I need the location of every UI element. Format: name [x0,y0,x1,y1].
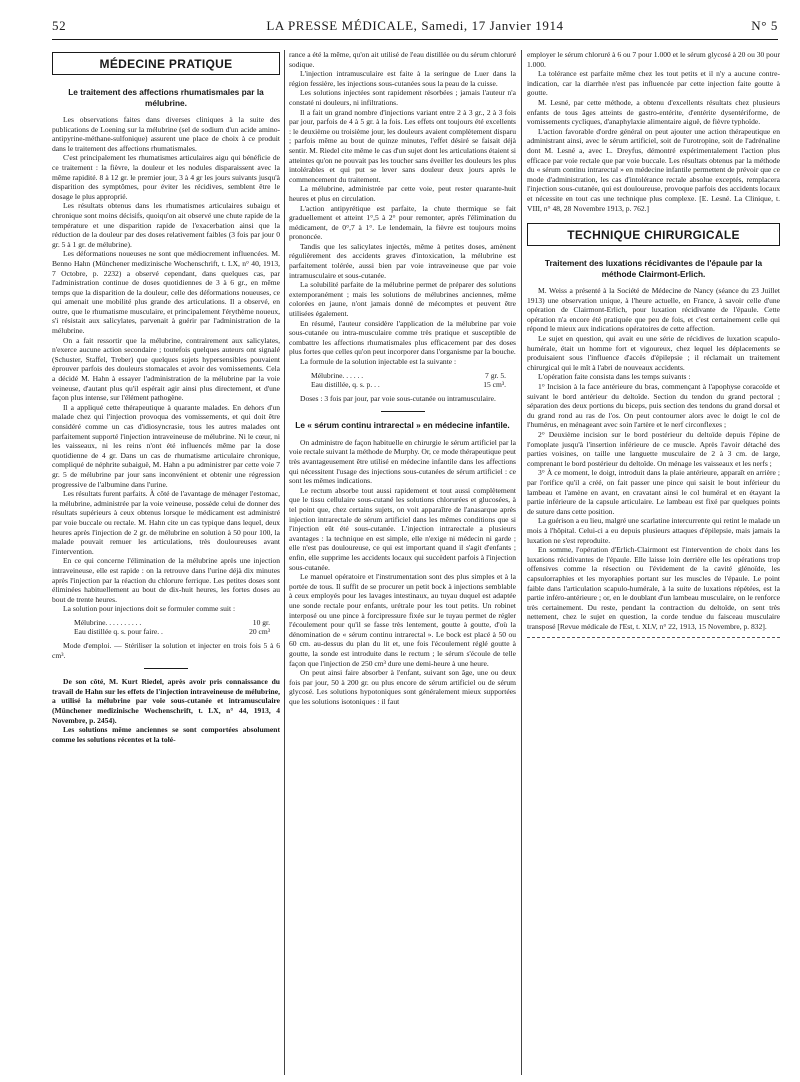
formula-row [52,618,280,628]
paragraph: Tandis que les salicylates injectés, même à petites doses, amènent régulièrement des accidents graves d'intoxication, la mélubrine est parfaitement tolérée, aussi bien par voie intraveineuse que par voie intramusculaire et sous-cutanée. [289,241,516,280]
paragraph: 1° Incision à la face antérieure du bras, commençant à l'apophyse coracoïde et suivant le bord antérieur du deltoïde. Section du tendon du grand pectoral ; séparation des deux portions du biceps, puis section des tendons du grand dorsal et du grand rond au ras de l'os. On peut contourner alors avec le doigt le col de l'humérus, en ménageant avec soin l'artère et le nerf circonflexes ; [527,382,780,430]
formula [289,371,516,390]
article-title: Le « sérum continu intrarectal » en médecine infantile. [295,420,510,431]
paragraph: Le manuel opératoire et l'instrumentation sont des plus simples et à la portée de tous. Il suffit de se procurer un petit bock à injections semblable à ceux employés pour les lavages intestinaux, au tuyau duquel est adaptée une sonde rectale pour enfants, urétrale pour les tout petits. Un robinet interposé ou une pince à forcipressure fixée sur le tuyau permet de régler l'écoulement pour qu'il se fasse très lentement, goutte à goutte, d'où la dénomination de « sérum continu intrarectal ». Le bock est placé à 50 ou 60 cm. au-dessus du plan du lit et, une fois l'écoulement réglé goutte à goutte, la sonde est introduite dans le rectum ; le sérum s'écoule de telle façon que l'injection de 250 cm³ dure une demi-heure à une heure. [289,572,516,668]
column-3 [527,50,780,1075]
paragraph: Les solutions injectées sont rapidement résorbées ; jamais l'auteur n'a constaté ni douleurs, ni infiltrations. [289,88,516,107]
mode-emploi: Mode d'emploi. — Stériliser la solution et injecter en trois fois 5 à 6 cm³. [52,641,280,660]
paragraph: En somme, l'opération d'Erlich-Clairmont est l'intervention de choix dans les luxations récidivantes de l'épaule. Elle laisse loin derrière elle les opérations trop offensives comme la résection ou l'évidement de la cavité glénoïde, les capsulorraphies et les myoraphies portant sur les muscles de l'épaule. Le point faible dans l'articulation scapulo-humérale, à la suite de luxations répétées, est la partie inféro-antérieure ; or, en le doublant d'un lambeau musculaire, on le renforce très certainement. Du reste, pendant la contraction du deltoïde, on sent très nettement, chez le sujet en question, la corde tendue du faisceau musculaire transposé [Revue médicale de l'Est, t. XLV, n° 22, 1913, 15 Novembre, p. 832]. [527,545,780,631]
section-title: TECHNIQUE CHIRURGICALE [527,223,780,246]
article-title: Le traitement des affections rhumatismales par la mélubrine. [68,87,264,108]
spacer [527,213,780,221]
paragraph: L'action favorable d'ordre général on peut ajouter une action thérapeutique en administrant ainsi, avec le sérum artificiel, soit de l'urotropine, soit de l'adrénaline dont M. Lesné a, avec L. Dreyfus, démontré expérimentalement l'action plus efficace par voie rectale que par voie buccale. Les résultats obtenus par la méthode du « sérum continu intrarectal » en médecine infantile permettent de prévoir que ce mode d'administration, les cas d'intolérance rectale absolue exceptés, remplacera l'injection sous-cutanée, qui est douloureuse, provoque parfois des accidents locaux et nécessite en tout cas une technique plus complexe. [E. Lesné. La Clinique, t. VIII, n° 48, 28 Novembre 1913, p. 762.] [527,126,780,213]
paragraph: Les solutions même anciennes se sont comportées absolument comme les solutions récentes et la tolé- [52,725,280,744]
paragraph: 2° Deuxième incision sur le bord postérieur du deltoïde depuis l'épine de l'omoplate jusqu'à l'insertion inférieure de ce muscle. Après l'avoir détaché des parties voisines, on taille une languette musculaire de 2 à 3 cm. de large, comprenant le bord postérieur du deltoïde. On ménage les vaisseaux et les nerfs ; [527,430,780,468]
formula-label: Eau distillée q. s. pour faire. . [74,627,163,637]
paragraph: On administre de façon habituelle en chirurgie le sérum artificiel par la voie rectale suivant la méthode de Murphy. Or, ce mode thérapeutique peut très avantageusement être utilisé en médecine infantile dans les affections qui nécessitent l'usage des injections sous-cutanées de sérum artificiel : ce sont les mêmes indications. [289,437,516,486]
separator [381,411,425,412]
paragraph: employer le sérum chloruré à 6 ou 7 pour 1.000 et le sérum glycosé à 20 ou 30 pour 1.000. [527,50,780,69]
formula [52,618,280,637]
paragraph: La solubilité parfaite de la mélubrine permet de préparer des solutions extemporanément ; mais les solutions de mélubrines anciennes, même colorées en jaune, n'ont jamais donné de mécomptes et peuvent être utilisées également. [289,280,516,319]
paragraph: La formule de la solution injectable est la suivante : [300,357,457,366]
paragraph: L'action antipyrétique est parfaite, la chute thermique se fait graduellement et atteint 1°,5 à 2° pour remonter, après l'élimination du médicament, de 0°,7 à 1°. Le lendemain, la fièvre est toujours moins prononcée. [289,203,516,242]
paragraph: rance a été la même, qu'on ait utilisé de l'eau distillée ou du sérum chloruré sodique. [289,50,516,69]
page-header [52,18,778,36]
paragraph: En résumé, l'auteur considère l'application de la mélubrine par voie sous-cutanée ou intra-musculaire comme très pratique et susceptible de combattre les affections rhumatismales plus efficacement par des doses plus fortes que celles qu'on peut incorporer dans l'organisme par la bouche. [289,318,516,357]
doses: Doses : 3 fois par jour, par voie sous-cutanée ou intramusculaire. [300,393,496,403]
paragraph: De son côté, M. Kurt Riedel, après avoir pris connaissance du travail de Hahn sur les effets de l'injection intraveineuse de mélubrine, a utilisé la mélubrine par voie sous-cutanée et intramusculaire (Münchener medizinische Wochenschrift, t. LX, n° 44, 1913, 4 Novembre, p. 2454). [52,677,280,725]
column-1 [52,50,280,1075]
paragraph: On peut ainsi faire absorber à l'enfant, suivant son âge, une ou deux fois par jour, 50 à 200 gr. ou plus encore de sérum artificiel ou de sérum glycosé. Les solutions hypotoniques sont généralement mieux supportées que les solutions isotoniques : il faut [289,668,516,706]
formula-value: 10 gr. [252,617,270,627]
column-divider [284,50,285,1075]
running-title: LA PRESSE MÉDICALE, Samedi, 17 Janvier 1914 [266,18,564,33]
paragraph: Les résultats obtenus dans les rhumatismes articulaires subaigu et chronique sont moins décisifs, quoiqu'on ait observé une chute rapide de la température et une disparition rapide de l'exacerbation ainsi que la réduction de la douleur par des doses relativement faibles (3 fois par jour 0 gr. 5 à 1 gr. de mélubrine). [52,201,280,249]
paragraph: Le rectum absorbe tout aussi rapidement et tout aussi complètement que le tissu cellulaire sous-cutané les solutions chlorurées et glucosées, à tel point que, chez certains sujets, on voit apparaître de l'anasarque après injection intrarectale de sérum artificiel dans les mêmes conditions que si l'injection eût été sous-cutanée. L'injection intrarectale a plusieurs avantages : la technique en est simple, elle n'exige ni médecin ni garde ; elle n'est pas douloureuse, ce qui est important quand il s'agit d'enfants ; enfin, elle supprime les accidents locaux qui succèdent parfois à l'injection sous-cutanée. [289,485,516,572]
article-title: Traitement des luxations récidivantes de l'épaule par la méthode Clairmont-Erlich. [544,258,763,279]
section-title: MÉDECINE PRATIQUE [52,52,280,75]
formula-row [289,380,516,390]
formula-value: 20 cm³ [249,627,270,637]
paragraph: M. Weiss a présenté à la Société de Médecine de Nancy (séance du 23 Juillet 1913) une observation unique, à l'heure actuelle, en France, à savoir celle d'une opération de Clairmont-Erlich, pour luxation récidivante de l'épaule. Cette opération n'a encore été pratiquée que peu de fois, et c'est certainement celle qui répond le mieux aux indications opératoires de cette affection. [527,286,780,334]
paragraph: Il a fait un grand nombre d'injections variant entre 2 à 3 gr., 2 à 3 fois par jour, parfois de 4 à 5 gr. à la fois. Les effets ont toujours été excellents : le deuxième ou troisième jour, les douleurs avaient complètement disparu ; parfois même au bout de quinze minutes, l'effet désiré se faisait déjà sentir. M. Riedel cite même le cas d'un sujet dont les articulations étaient si atteintes qu'on ne pouvait pas les toucher sans éveiller les douleurs les plus intolérables et qui put se lever sans douleur deux jours après le commencement du traitement. [289,107,516,184]
formula-row [52,627,280,637]
page-number: 52 [52,18,67,33]
paragraph: Il a appliqué cette thérapeutique à quarante malades. En dehors d'un malade chez qui l'injection provoqua des vomissements, et qui doit être considéré comme un cas d'idiosyncrasie, tous les autres malades ont parfaitement supporté l'injection intraveineuse de mélubrine. Ni le cœur, ni les vaisseaux, ni les reins n'ont été influencés même par la dose quotidienne de 4 gr. Dans un cas de rhumatisme articulaire chronique, compliqué de néphrite subaiguë, M. Hahn a pu administrer par cette voie 7 gr. 5 de mélubrine par jour sans inconvénient et obtenir une régression progressive de l'albumine dans l'urine. [52,402,280,489]
paragraph: La guérison a eu lieu, malgré une scarlatine intercurrente qui retint le malade un mois à l'hôpital. Celui-ci a eu depuis plusieurs attaques d'épilepsie, mais jamais la luxation ne s'est reproduite. [527,516,780,545]
column-divider [521,50,522,1075]
bottom-rule [527,637,780,638]
formula-label: Mélubrine. . . . . . . . . . [74,617,142,627]
formula-label: Mélubrine. . . . . . [311,370,364,380]
paragraph: Les résultats furent parfaits. À côté de l'avantage de ménager l'estomac, la mélubrine, administrée par la voie veineuse, possède celui de donner des résultats supérieurs à ceux obtenus lorsque le médicament est administré par voie buccale ou rectale. M. Hahn cite un cas typique dans lequel, deux heures après l'injection de 2 gr. de mélubrine en solution à 50 pour 100, la malade pouvait remuer les articulations, très douloureuses avant l'intervention. [52,489,280,556]
formula-value: 15 cm³. [483,380,506,390]
formula-label: Eau distillée, q. s. p. . . [311,380,380,390]
paragraph: La mélubrine, administrée par cette voie, peut rester quarante-huit heures et plus en circulation. [289,184,516,203]
formula-row [289,371,516,381]
paragraph: On a fait ressortir que la mélubrine, contrairement aux salicylates, n'exerce aucune action secondaire ; toutefois quelques auteurs ont signalé (Schuster, Staffel, Treber) que quelques sujets hypersensibles pouvaient éprouver parfois des douleurs stomacales et avoir des vomissements. Cela a décidé M. Hahn à essayer l'administration de la mélubrine par la voie veineuse, d'autant plus qu'il espérait agir ainsi plus directement, et d'une façon plus intense, sur l'élément pathogène. [52,335,280,403]
paragraph: 3° À ce moment, le doigt, introduit dans la plaie antérieure, apparaît en arrière ; par l'orifice qu'il a créé, on fait passer une pince qui saisit le bout inférieur du lambeau et l'amène en avant, en cravatant ainsi le col huméral et en étayant la partie inférieure de la capsule articulaire. Le lambeau est fixé par quelques points de suture dans cette position. [527,468,780,516]
paragraph: La solution pour injections doit se formuler comme suit : [63,604,236,614]
header-rule [52,39,778,40]
paragraph: Les déformations noueuses ne sont que médiocrement influencées. M. Benno Hahn (Münchener medizinische Wochenschrift, t. LX, n° 40, 1913, 7 Octobre, p. 2232) a observé cependant, dans quelques cas, par l'administration continue de doses quotidiennes de 3 à 6 gr., en même temps que la disparition de la douleur, celle des déformations noueuses, ce qui amenait une mobilité plus grande des articulations. Il a observé, en outre, que le rhumatisme musculaire, et principalement l'érythème noueux, s'i résistait aux salicylates, parvenait à guérir par l'administration de la mélubrine. [52,249,280,336]
separator [144,668,188,669]
paragraph: En ce qui concerne l'élimination de la mélubrine après une injection intraveineuse, elle est rapide : on la retrouve dans l'urine déjà dix minutes après l'injection par la réaction du chlorure ferrique. Les petites doses sont éliminées habituellement au bout de dix-huit heures, les fortes doses au bout de trente heures. [52,556,280,604]
issue-number: N° 5 [751,18,778,33]
paragraph: L'opération faite consista dans les temps suivants : [538,372,691,382]
paragraph: M. Lesné, par cette méthode, a obtenu d'excellents résultats chez plusieurs enfants de tous âges atteints de gastro-entérite, d'entérite dysentériforme, de vomissements cycliques, d'anaphylaxie alimentaire aiguë, de fièvre typhoïde. [527,97,780,127]
paragraph: L'injection intramusculaire est faite à la seringue de Luer dans la région fessière, les injections sous-cutanées sous la peau de la cuisse. [289,69,516,88]
paragraph: C'est principalement les rhumatismes articulaires aigu qui bénéficie de ce traitement : la fièvre, la douleur et les nodules disparaissent avec la même rapidité. 8 à 12 gr. le premier jour, 3 à 4 gr les jours suivants jusqu'à disparition des symptômes, pour éviter les récidives, semblent être le dosage le plus approprié. [52,153,280,201]
paragraph: Les observations faites dans diverses cliniques à la suite des publications de Loening sur la mélubrine (sel de sodium d'un acide amino-antipyrine-méthane-sulfonique) assurent une place de choix à ce produit dans le traitement des affections rhumatismales. [52,115,280,153]
paragraph: Le sujet en question, qui avait eu une série de récidives de luxation scapulo-humérale, était un homme fort et vigoureux, chez lequel les déplacements se produisaient sous l'influence d'accès d'épilepsie ; il réclamait un traitement chirurgical qui le mît à l'abri de nouveaux accidents. [527,334,780,372]
column-2 [289,50,516,1075]
paragraph: La tolérance est parfaite même chez les tout petits et il n'y a aucune contre-indication, car la diarrhée n'est pas influencée par cette injection faite goutte à goutte. [527,69,780,98]
formula-value: 7 gr. 5. [485,370,506,380]
